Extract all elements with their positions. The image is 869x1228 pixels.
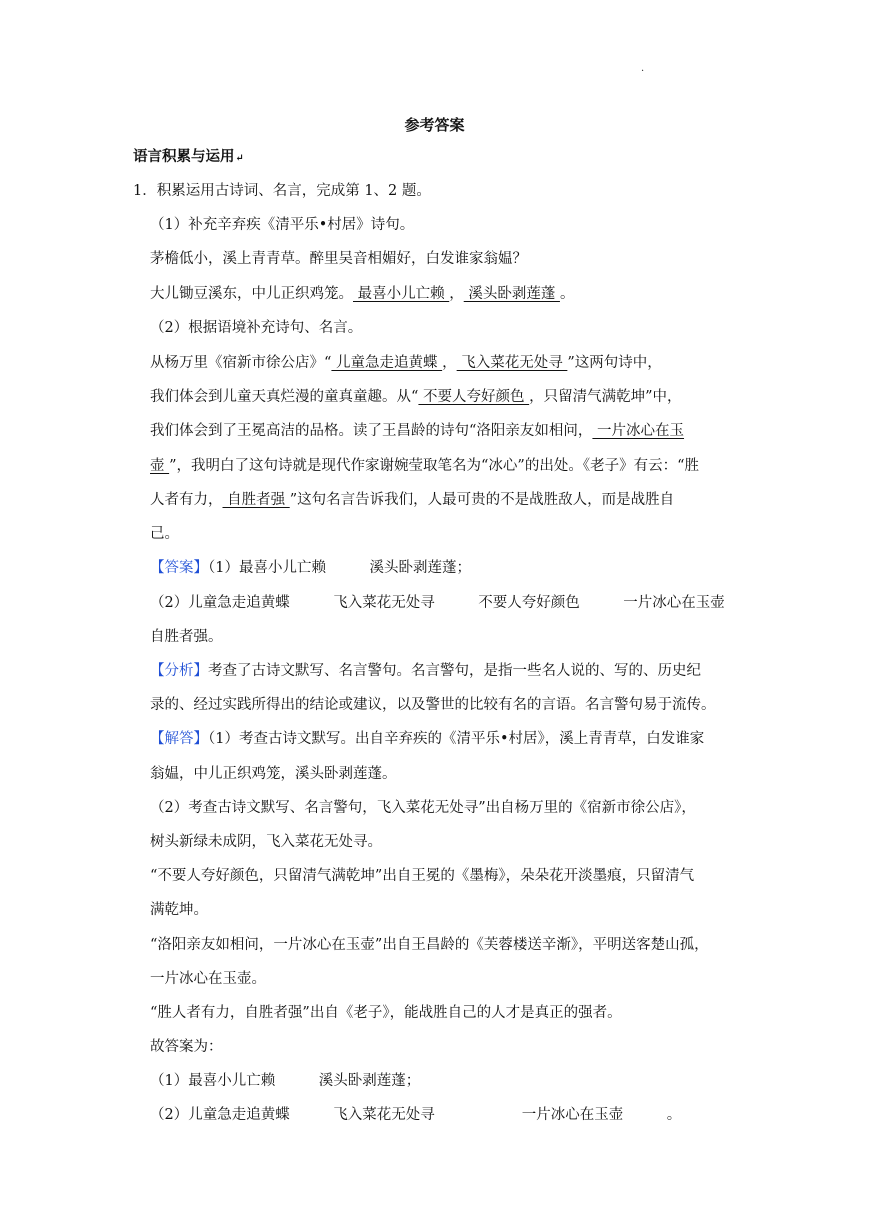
solution-line-2: 翁媪，中儿正织鸡笼，溪头卧剥莲蓬。: [150, 766, 397, 782]
poem-line-1: 茅檐低小，溪上青青草。醉里吴音相媚好，白发谁家翁媪？: [150, 251, 527, 267]
answer-line-3: 自胜者强。: [150, 629, 223, 645]
section-heading: [133, 146, 743, 170]
analysis-line-2: 录的、经过实践所得出的结论或建议，以及警世的比较有名的言语。名言警句易于流传。: [150, 697, 716, 713]
end-mark: 。: [559, 286, 575, 302]
part2-line-3: [150, 420, 760, 442]
text: 我们体会到了王冕高洁的品格。读了王昌龄的诗句“洛阳亲友如相问，: [150, 423, 593, 439]
solution-line-7: “洛阳亲友如相问，一片冰心在玉壶”出自王昌龄的《芙蓉楼送辛渐》，平明送客楚山孤，: [150, 937, 709, 953]
text: （1）最喜小儿亡赖 溪头卧剥莲蓬；: [208, 560, 471, 576]
solution-line-9: “胜人者有力，自胜者强”出自《老子》，能战胜自己的人才是真正的强者。: [150, 1005, 622, 1021]
text: 人者有力，: [150, 492, 223, 508]
solution-line-5: “不要人夸好颜色，只留清气满乾坤”出自王冕的《墨梅》，朵朵花开淡墨痕，只留清气: [150, 868, 695, 884]
part2-line-6: 己。: [150, 526, 179, 542]
header-dot: ·: [641, 66, 645, 77]
solution-line-1: [150, 728, 760, 750]
text: ，: [442, 355, 457, 371]
answer-line-1: [150, 557, 760, 579]
text: 从杨万里《宿新市徐公店》“: [150, 355, 332, 371]
text: ”，我明白了这句诗就是现代作家谢婉莹取笔名为“冰心”的出处。《老子》有云：“胜: [169, 458, 700, 474]
part2-title: （2）根据语境补充诗句、名言。: [150, 320, 363, 336]
blank-6a: 一片冰心在玉: [592, 423, 685, 439]
text: ”这两句诗中，: [567, 355, 662, 371]
part2-line-5: [150, 489, 760, 511]
solution-line-8: 一片冰心在玉壶。: [150, 971, 266, 987]
text: 考查了古诗文默写、名言警句。名言警句，是指一些名人说的、写的、历史纪: [208, 663, 701, 679]
answer-line-2: （2）儿童急走追黄蝶 飞入菜花无处寻 不要人夸好颜色 一片冰心在玉壶: [150, 595, 725, 611]
part2-line-2: [150, 386, 760, 408]
poem-line-2-text: 大儿锄豆溪东，中儿正织鸡笼。: [150, 286, 353, 302]
solution-line-3: （2）考查古诗文默写、名言警句，飞入菜花无处寻”出自杨万里的《宿新市徐公店》，: [150, 800, 696, 816]
blank-7: 自胜者强: [222, 492, 290, 508]
answer-tag: 【答案】: [150, 560, 208, 576]
blank-5: 不要人夸好颜色: [418, 389, 530, 405]
text: （1）考查古诗文默写。出自辛弃疾的《清平乐•村居》，溪上青青草，白发谁家: [208, 731, 705, 747]
solution-line-6: 满乾坤。: [150, 902, 208, 918]
poem-line-2: [150, 283, 760, 305]
blank-3: 儿童急走追黄蝶: [331, 355, 443, 371]
solution-line-4: 树头新绿未成阴，飞入菜花无处寻。: [150, 834, 382, 850]
text: ”这句名言告诉我们，人最可贵的不是战胜敌人，而是战胜自: [289, 492, 675, 508]
text: ，只留清气满乾坤”中，: [529, 389, 682, 405]
part1-title: （1）补充辛弃疾《清平乐•村居》诗句。: [150, 217, 415, 233]
blank-4: 飞入菜花无处寻: [456, 355, 568, 371]
solution-line-11: （1）最喜小儿亡赖 溪头卧剥莲蓬；: [150, 1073, 421, 1089]
blank-1: 最喜小儿亡赖: [353, 286, 450, 302]
analysis-line-1: [150, 660, 760, 682]
solution-line-12: （2）儿童急走追黄蝶 飞入菜花无处寻 一片冰心在玉壶 。: [150, 1107, 682, 1123]
text: 我们体会到儿童天真烂漫的童真童趣。从“: [150, 389, 419, 405]
page-title: 参考答案: [404, 116, 465, 134]
separator: ，: [449, 286, 464, 302]
section-heading-text: 语言积累与运用: [133, 148, 235, 165]
part2-line-1: [150, 352, 760, 374]
analysis-tag: 【分析】: [150, 663, 208, 679]
blank-2: 溪头卧剥莲蓬: [463, 286, 560, 302]
return-mark-icon: ↵: [235, 153, 244, 164]
question-stem: 1．积累运用古诗词、名言，完成第 1、2 题。: [133, 183, 431, 199]
part2-line-4: [150, 455, 760, 477]
blank-6b: 壶: [150, 458, 170, 474]
solution-line-10: 故答案为：: [150, 1039, 223, 1055]
solution-tag: 【解答】: [150, 731, 208, 747]
